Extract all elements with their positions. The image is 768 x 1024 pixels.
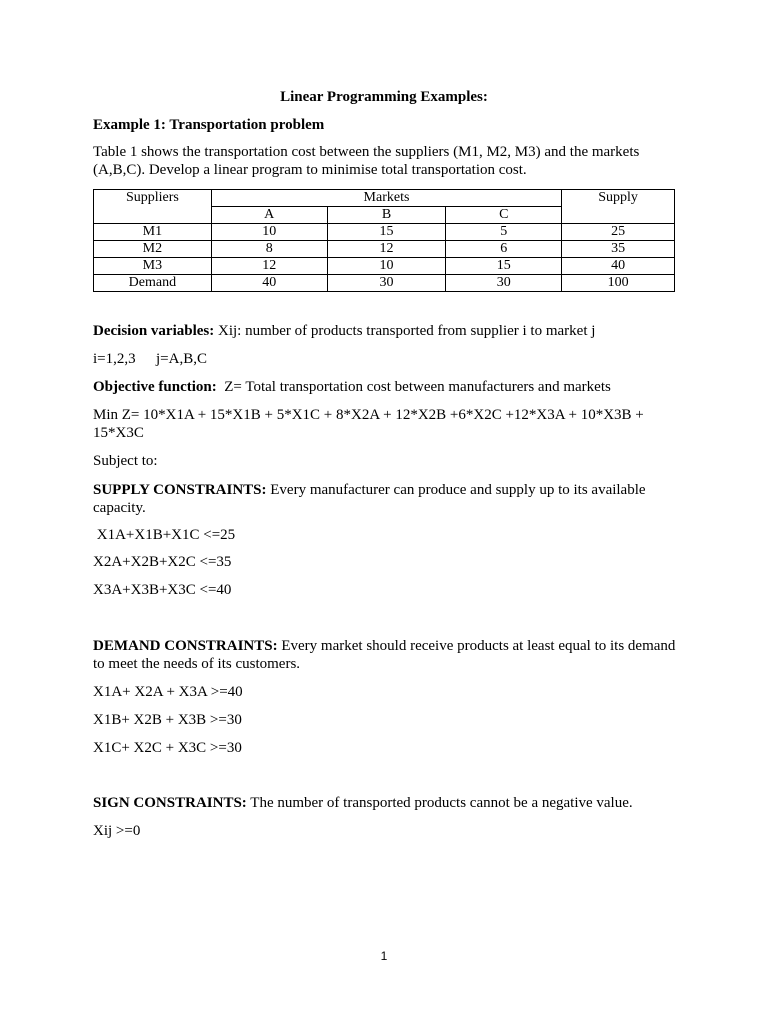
cost-cell: 8 [211, 241, 327, 258]
demand-constraints-paragraph [93, 637, 683, 673]
supply-cell: 40 [562, 258, 675, 275]
index-j: j=A,B,C [156, 351, 207, 367]
demand-cell: 30 [327, 275, 446, 292]
index-i: i=1,2,3 [93, 351, 136, 367]
objective-function-equation: Min Z= 10*X1A + 15*X1B + 5*X1C + 8*X2A + 12*X2B +6*X2C +12*X3A + 10*X3B + 15*X3C [93, 407, 644, 441]
demand-constraint-2: X1B+ X2B + X3B >=30 [93, 712, 242, 728]
total-cell: 100 [562, 275, 675, 292]
decision-variables-label: Decision variables: [93, 323, 215, 339]
cost-cell: 10 [211, 224, 327, 241]
supply-cell: 35 [562, 241, 675, 258]
cost-cell: 6 [446, 241, 562, 258]
supply-constraints-text: Every manufacturer can produce and supply up to its available capacity. [93, 482, 646, 516]
header-supply: Supply [562, 190, 675, 224]
intro-paragraph: Table 1 shows the transportation cost between the suppliers (M1, M2, M3) and the markets (A,B,C). Develop a linear program to minimise total transportation cost. [93, 144, 640, 178]
table-row [94, 241, 675, 258]
row-label: M3 [94, 258, 212, 275]
row-label: M1 [94, 224, 212, 241]
transportation-cost-table [93, 189, 675, 292]
market-header-b: B [327, 207, 446, 224]
table-row [94, 275, 675, 292]
demand-constraint-1: X1A+ X2A + X3A >=40 [93, 684, 243, 700]
cost-cell: 15 [446, 258, 562, 275]
row-label: M2 [94, 241, 212, 258]
cost-cell: 12 [211, 258, 327, 275]
market-header-a: A [211, 207, 327, 224]
table-row [94, 224, 675, 241]
header-suppliers: Suppliers [94, 190, 212, 224]
supply-constraints-paragraph [93, 481, 683, 517]
supply-constraint-3: X3A+X3B+X3C <=40 [93, 582, 232, 598]
supply-constraints-label: SUPPLY CONSTRAINTS: [93, 482, 267, 498]
objective-text: Z= Total transportation cost between manufacturers and markets [216, 379, 611, 395]
table-row [94, 258, 675, 275]
sign-constraints-line [93, 794, 633, 812]
sign-constraints-text: The number of transported products cannot be a negative value. [246, 795, 633, 811]
cost-cell: 5 [446, 224, 562, 241]
page-title: Linear Programming Examples: [280, 89, 488, 105]
supply-cell: 25 [562, 224, 675, 241]
decision-variables-line [93, 322, 595, 340]
demand-constraints-label: DEMAND CONSTRAINTS: [93, 638, 278, 654]
example-heading: Example 1: Transportation problem [93, 117, 325, 133]
demand-cell: 30 [446, 275, 562, 292]
sign-constraint: Xij >=0 [93, 823, 141, 839]
subject-to: Subject to: [93, 453, 158, 469]
header-markets: Markets [211, 190, 561, 207]
supply-constraint-1: X1A+X1B+X1C <=25 [93, 527, 236, 543]
cost-cell: 10 [327, 258, 446, 275]
demand-constraint-3: X1C+ X2C + X3C >=30 [93, 740, 242, 756]
cost-cell: 12 [327, 241, 446, 258]
market-header-c: C [446, 207, 562, 224]
page-number: 1 [380, 949, 388, 963]
row-label: Demand [94, 275, 212, 292]
demand-cell: 40 [211, 275, 327, 292]
objective-line [93, 378, 611, 396]
objective-label: Objective function: [93, 379, 217, 395]
sign-constraints-label: SIGN CONSTRAINTS: [93, 795, 247, 811]
decision-variables-text: Xij: number of products transported from supplier i to market j [214, 323, 596, 339]
demand-constraints-text: Every market should receive products at least equal to its demand to meet the needs of its customers. [93, 638, 676, 672]
supply-constraint-2: X2A+X2B+X2C <=35 [93, 554, 232, 570]
cost-cell: 15 [327, 224, 446, 241]
